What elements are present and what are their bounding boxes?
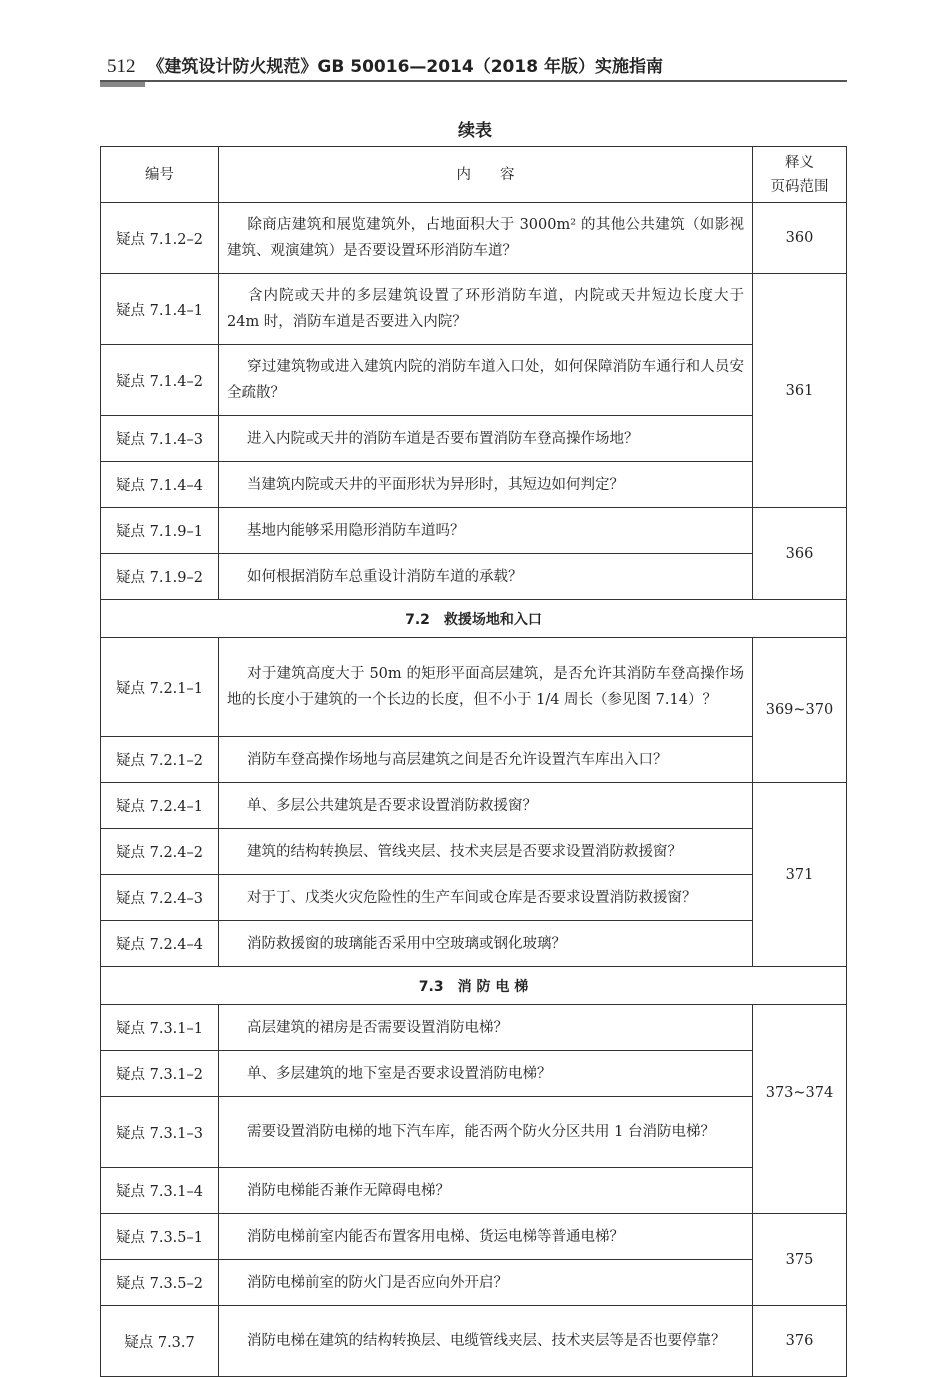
table-row — [101, 554, 847, 600]
row-content: 除商店建筑和展览建筑外，占地面积大于 3000m² 的其他公共建筑（如影视建筑、观演建筑）是否要设置环形消防车道？ — [219, 203, 753, 274]
table-row — [101, 875, 847, 921]
section-row — [101, 600, 847, 638]
row-number: 疑点 7.2.4–2 — [101, 829, 219, 875]
row-number: 疑点 7.1.9–1 — [101, 508, 219, 554]
table-row — [101, 345, 847, 416]
row-number: 疑点 7.1.4–3 — [101, 416, 219, 462]
book-title: 《建筑设计防火规范》GB 50016—2014（2018 年版）实施指南 — [147, 57, 663, 77]
row-number: 疑点 7.1.4–2 — [101, 345, 219, 416]
header-bar — [100, 82, 145, 87]
row-content: 含内院或天井的多层建筑设置了环形消防车道，内院或天井短边长度大于 24m 时，消防车道是否要进入内院？ — [219, 274, 753, 345]
table-row — [101, 1168, 847, 1214]
row-content: 当建筑内院或天井的平面形状为异形时，其短边如何判定？ — [219, 462, 753, 508]
row-content: 建筑的结构转换层、管线夹层、技术夹层是否要求设置消防救援窗？ — [219, 829, 753, 875]
row-content: 穿过建筑物或进入建筑内院的消防车道入口处，如何保障消防车通行和人员安全疏散？ — [219, 345, 753, 416]
table-row — [101, 829, 847, 875]
row-page: 371 — [753, 783, 847, 967]
row-content: 单、多层公共建筑是否要求设置消防救援窗？ — [219, 783, 753, 829]
row-number: 疑点 7.2.4–1 — [101, 783, 219, 829]
row-content: 需要设置消防电梯的地下汽车库，能否两个防火分区共用 1 台消防电梯？ — [219, 1097, 753, 1168]
row-number: 疑点 7.2.4–4 — [101, 921, 219, 967]
row-content: 进入内院或天井的消防车道是否要布置消防车登高操作场地？ — [219, 416, 753, 462]
row-number: 疑点 7.3.1–3 — [101, 1097, 219, 1168]
table-row — [101, 274, 847, 345]
table-row — [101, 1214, 847, 1260]
row-number: 疑点 7.3.1–2 — [101, 1051, 219, 1097]
row-page: 373~374 — [753, 1005, 847, 1214]
column-header-content: 内 容 — [219, 147, 753, 203]
row-content: 消防车登高操作场地与高层建筑之间是否允许设置汽车库出入口？ — [219, 737, 753, 783]
row-content: 单、多层建筑的地下室是否要求设置消防电梯？ — [219, 1051, 753, 1097]
row-number: 疑点 7.2.4–3 — [101, 875, 219, 921]
row-page: 375 — [753, 1214, 847, 1306]
table-row — [101, 921, 847, 967]
row-content: 消防电梯在建筑的结构转换层、电缆管线夹层、技术夹层等是否也要停靠？ — [219, 1306, 753, 1377]
running-header — [107, 52, 847, 82]
row-content: 消防电梯前室的防火门是否应向外开启？ — [219, 1260, 753, 1306]
row-number: 疑点 7.2.1–1 — [101, 638, 219, 737]
row-number: 疑点 7.3.1–4 — [101, 1168, 219, 1214]
table-row — [101, 462, 847, 508]
column-header-number: 编号 — [101, 147, 219, 203]
table-row — [101, 1097, 847, 1168]
row-number: 疑点 7.2.1–2 — [101, 737, 219, 783]
row-content: 基地内能够采用隐形消防车道吗？ — [219, 508, 753, 554]
row-page: 361 — [753, 274, 847, 508]
row-page: 360 — [753, 203, 847, 274]
row-page: 366 — [753, 508, 847, 600]
row-content: 消防电梯前室内能否布置客用电梯、货运电梯等普通电梯？ — [219, 1214, 753, 1260]
row-content: 高层建筑的裙房是否需要设置消防电梯？ — [219, 1005, 753, 1051]
table-row — [101, 1051, 847, 1097]
table-caption: 续表 — [458, 121, 492, 141]
row-number: 疑点 7.1.4–4 — [101, 462, 219, 508]
row-content: 对于丁、戊类火灾危险性的生产车间或仓库是否要求设置消防救援窗？ — [219, 875, 753, 921]
row-content: 消防电梯能否兼作无障碍电梯？ — [219, 1168, 753, 1214]
row-number: 疑点 7.3.1–1 — [101, 1005, 219, 1051]
section-row — [101, 967, 847, 1005]
row-number: 疑点 7.3.7 — [101, 1306, 219, 1377]
row-number: 疑点 7.3.5–2 — [101, 1260, 219, 1306]
table-row — [101, 203, 847, 274]
row-number: 疑点 7.1.4–1 — [101, 274, 219, 345]
row-page: 369~370 — [753, 638, 847, 783]
section-heading: 7.3 消 防 电 梯 — [101, 967, 847, 1005]
row-page: 376 — [753, 1306, 847, 1377]
row-number: 疑点 7.1.9–2 — [101, 554, 219, 600]
table-row — [101, 508, 847, 554]
table-row — [101, 1005, 847, 1051]
row-number: 疑点 7.3.5–1 — [101, 1214, 219, 1260]
header-rule — [100, 80, 847, 82]
column-header-page-range: 释义 页码范围 — [753, 147, 847, 203]
table-row — [101, 1306, 847, 1377]
row-number: 疑点 7.1.2–2 — [101, 203, 219, 274]
table-row — [101, 783, 847, 829]
table-row — [101, 737, 847, 783]
row-content: 消防救援窗的玻璃能否采用中空玻璃或钢化玻璃？ — [219, 921, 753, 967]
doubt-points-table — [100, 146, 847, 1377]
row-content: 对于建筑高度大于 50m 的矩形平面高层建筑，是否允许其消防车登高操作场地的长度小于建筑的一个长边的长度，但不小于 1/4 周长（参见图 7.14）？ — [219, 638, 753, 737]
table-row — [101, 416, 847, 462]
row-content: 如何根据消防车总重设计消防车道的承载？ — [219, 554, 753, 600]
section-heading: 7.2 救援场地和入口 — [101, 600, 847, 638]
table-row — [101, 638, 847, 737]
table-row — [101, 1260, 847, 1306]
page-number: 512 — [107, 56, 136, 77]
